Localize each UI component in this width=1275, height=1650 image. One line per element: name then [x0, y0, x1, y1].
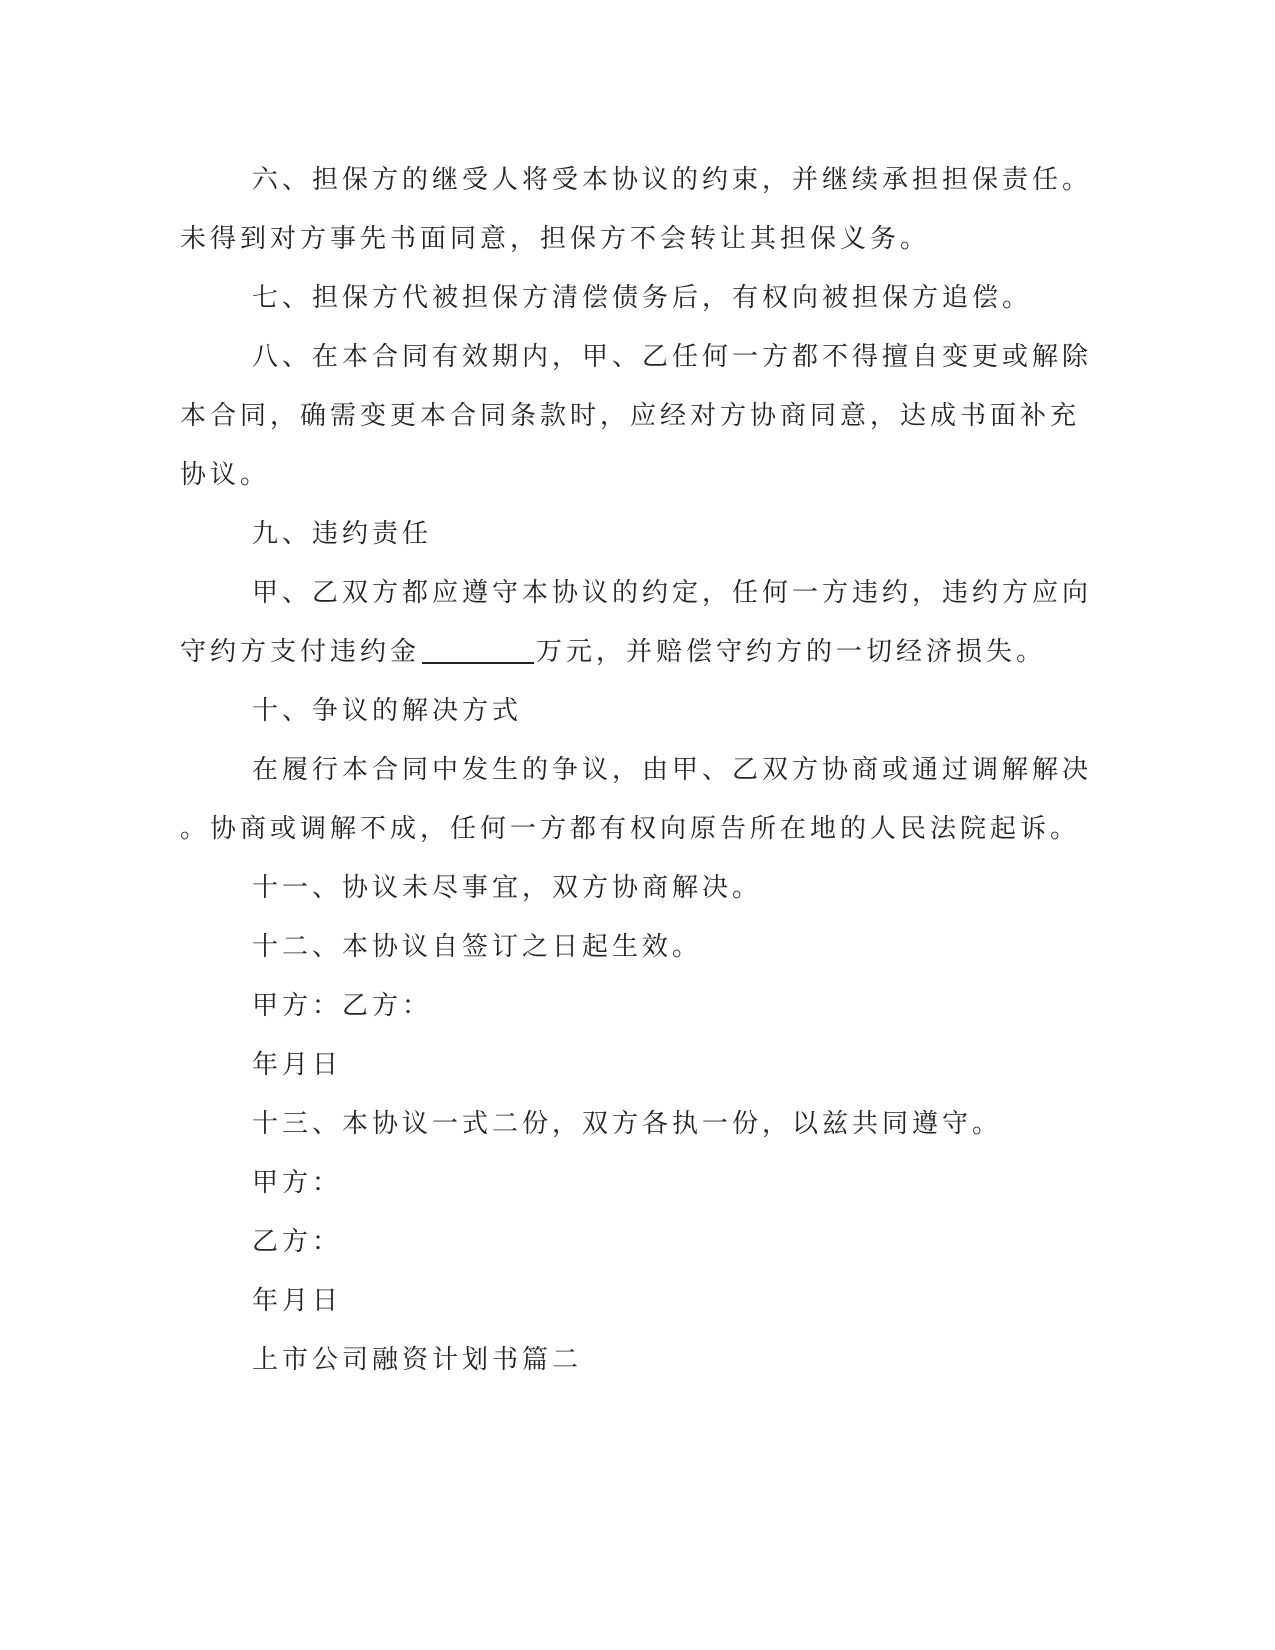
para11: 十一、协议未尽事宜，双方协商解决。 [252, 873, 763, 903]
party-b-label: 乙方： [252, 1227, 343, 1257]
para8-line3: 协议。 [180, 460, 271, 490]
amount-blank-underline [422, 662, 534, 664]
para13: 十三、本协议一式二份，双方各执一份，以兹共同遵守。 [252, 1109, 1003, 1139]
para9-line2 [180, 635, 1046, 669]
para7: 七、担保方代被担保方清偿债务后，有权向被担保方追偿。 [252, 283, 1033, 313]
para10-line2: 。协商或调解不成，任何一方都有权向原告所在地的人民法院起诉。 [180, 814, 1081, 844]
para6-line2: 未得到对方事先书面同意，担保方不会转让其担保义务。 [180, 224, 931, 254]
para9-line1: 甲、乙双方都应遵守本协议的约定，任何一方违约，违约方应向 [252, 578, 1093, 608]
para10-line1: 在履行本合同中发生的争议，由甲、乙双方协商或通过调解解决 [252, 755, 1093, 785]
para9-line2-end: 万元，并赔偿守约方的一切经济损失。 [536, 637, 1047, 667]
para10-heading: 十、争议的解决方式 [252, 696, 523, 726]
para12: 十二、本协议自签订之日起生效。 [252, 932, 703, 962]
para9-heading: 九、违约责任 [252, 519, 433, 549]
para6-line1: 六、担保方的继受人将受本协议的约束，并继续承担担保责任。 [252, 165, 1093, 195]
para8-line2: 本合同，确需变更本合同条款时，应经对方协商同意，达成书面补充 [180, 401, 1081, 431]
signature-line-parties: 甲方：乙方： [252, 991, 433, 1021]
party-a-label: 甲方： [252, 1168, 343, 1198]
date-line-2: 年月日 [252, 1286, 343, 1316]
para9-line2-start: 守约方支付违约金 [180, 637, 421, 667]
next-section-title: 上市公司融资计划书篇二 [252, 1345, 583, 1375]
para8-line1: 八、在本合同有效期内，甲、乙任何一方都不得擅自变更或解除 [252, 342, 1093, 372]
date-line-1: 年月日 [252, 1050, 343, 1080]
